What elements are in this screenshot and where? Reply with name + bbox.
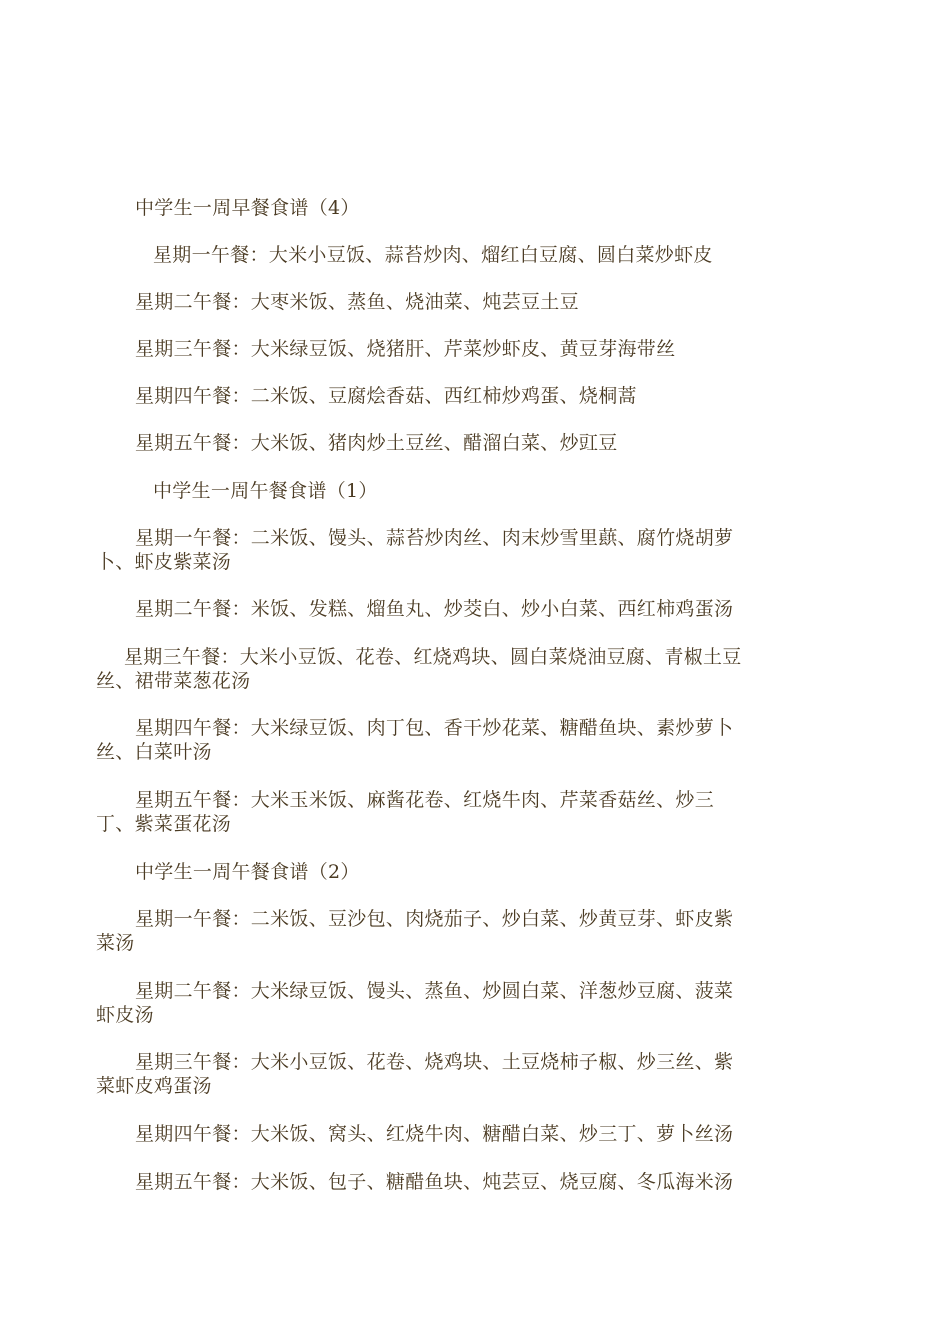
menu-line-continuation: 菜虾皮鸡蛋汤 <box>96 1075 212 1097</box>
menu-line: 星期三午餐：大米绿豆饭、烧猪肝、芹菜炒虾皮、黄豆芽海带丝 <box>135 338 676 360</box>
heading-lunch-2: 中学生一周午餐食谱（2） <box>135 861 360 883</box>
menu-line-continuation: 菜汤 <box>96 932 135 954</box>
menu-line: 星期四午餐：大米饭、窝头、红烧牛肉、糖醋白菜、炒三丁、萝卜丝汤 <box>135 1123 734 1145</box>
menu-line-continuation: 卜、虾皮紫菜汤 <box>96 551 232 573</box>
menu-line: 星期五午餐：大米饭、猪肉炒土豆丝、醋溜白菜、炒豇豆 <box>135 432 618 454</box>
menu-line: 星期一午餐：二米饭、豆沙包、肉烧茄子、炒白菜、炒黄豆芽、虾皮紫 <box>135 908 734 930</box>
menu-line-continuation: 丝、白菜叶汤 <box>96 741 212 763</box>
menu-line: 星期四午餐：大米绿豆饭、肉丁包、香干炒花菜、糖醋鱼块、素炒萝卜 <box>135 717 734 739</box>
menu-line: 星期二午餐：大米绿豆饭、馒头、蒸鱼、炒圆白菜、洋葱炒豆腐、菠菜 <box>135 980 734 1002</box>
heading-breakfast-4: 中学生一周早餐食谱（4） <box>135 197 360 219</box>
menu-line: 星期一午餐：二米饭、馒头、蒜苔炒肉丝、肉末炒雪里蕻、腐竹烧胡萝 <box>135 527 734 549</box>
menu-line: 星期五午餐：大米饭、包子、糖醋鱼块、炖芸豆、烧豆腐、冬瓜海米汤 <box>135 1171 734 1193</box>
menu-line: 星期四午餐：二米饭、豆腐烩香菇、西红柿炒鸡蛋、烧桐蒿 <box>135 385 637 407</box>
menu-line: 星期三午餐：大米小豆饭、花卷、红烧鸡块、圆白菜烧油豆腐、青椒土豆 <box>124 646 742 668</box>
menu-line: 星期三午餐：大米小豆饭、花卷、烧鸡块、土豆烧柿子椒、炒三丝、紫 <box>135 1051 734 1073</box>
menu-line-continuation: 丁、紫菜蛋花汤 <box>96 813 232 835</box>
menu-line: 星期一午餐：大米小豆饭、蒜苔炒肉、熘红白豆腐、圆白菜炒虾皮 <box>153 244 713 266</box>
menu-line: 星期二午餐：大枣米饭、蒸鱼、烧油菜、炖芸豆土豆 <box>135 291 579 313</box>
menu-line-continuation: 丝、裙带菜葱花汤 <box>96 670 251 692</box>
menu-line: 星期五午餐：大米玉米饭、麻酱花卷、红烧牛肉、芹菜香菇丝、炒三 <box>135 789 715 811</box>
heading-lunch-1: 中学生一周午餐食谱（1） <box>153 480 378 502</box>
menu-line: 星期二午餐：米饭、发糕、熘鱼丸、炒茭白、炒小白菜、西红柿鸡蛋汤 <box>135 598 734 620</box>
menu-line-continuation: 虾皮汤 <box>96 1004 154 1026</box>
